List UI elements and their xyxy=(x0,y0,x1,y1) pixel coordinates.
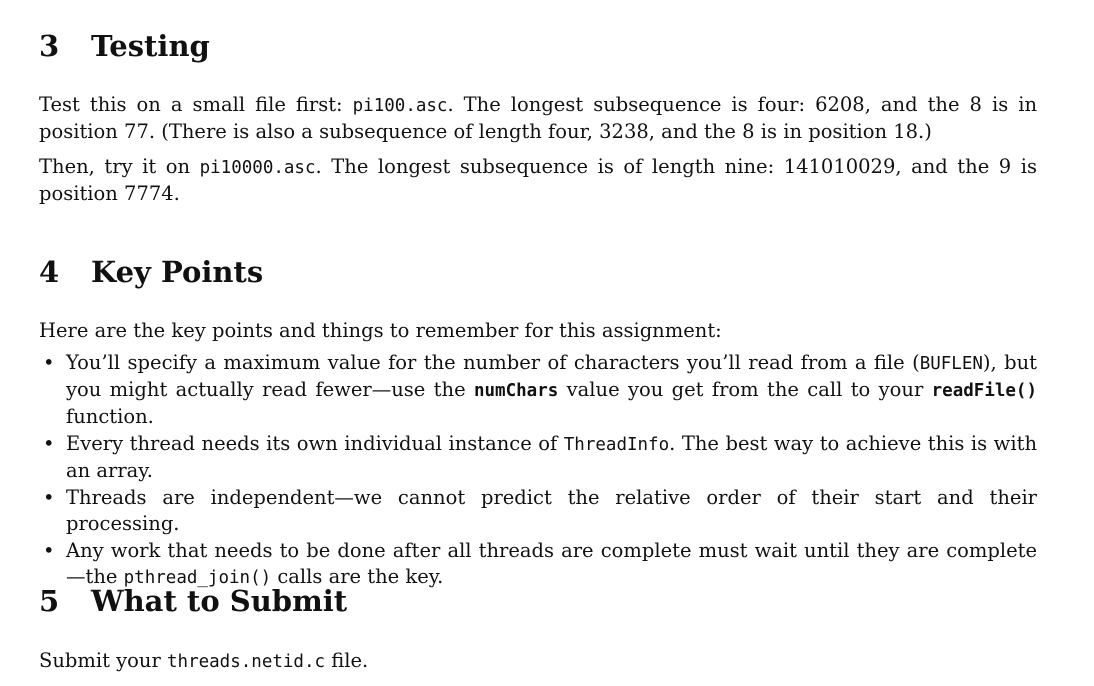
code-constant: BUFLEN xyxy=(919,354,983,374)
section-number: 3 xyxy=(39,29,60,63)
text-run: Submit your xyxy=(39,649,167,672)
bullet-glyph: • xyxy=(43,432,55,455)
code-function: readFile() xyxy=(931,381,1037,401)
list-item xyxy=(39,431,1037,484)
section-heading-key-points xyxy=(39,255,264,289)
text-run: ), but you might actually read fewer—use the xyxy=(66,351,1037,401)
section-title: What to Submit xyxy=(91,584,348,618)
paragraph-submit xyxy=(39,648,1037,675)
text-run: You’ll specify a maximum value for the number of characters you’ll read from a file ( xyxy=(66,351,920,374)
list-item xyxy=(39,485,1037,537)
bullet-glyph: • xyxy=(43,351,55,374)
text-run: function. xyxy=(66,405,154,428)
code-function: pthread_join() xyxy=(123,568,272,588)
text-run: Then, try it on xyxy=(39,155,200,178)
text-run: calls are the key. xyxy=(271,565,444,588)
paragraph-test-large-file xyxy=(39,154,1037,207)
text-run: Test this on a small file first: xyxy=(39,93,353,116)
section-heading-what-to-submit xyxy=(39,584,348,618)
key-points-list xyxy=(39,350,1037,591)
bullet-glyph: • xyxy=(43,539,55,562)
section-heading-testing xyxy=(39,29,210,63)
text-run: file. xyxy=(325,649,369,672)
code-variable: numChars xyxy=(473,381,559,401)
section-title: Key Points xyxy=(91,255,264,289)
bullet-glyph: • xyxy=(43,486,55,509)
code-type: ThreadInfo xyxy=(563,435,670,455)
section-number: 5 xyxy=(39,584,60,618)
key-points-intro: Here are the key points and things to remember for this assignment: xyxy=(39,319,722,342)
paragraph-test-small-file xyxy=(39,92,1037,145)
filename-code: threads.netid.c xyxy=(167,652,326,672)
filename-code: pi100.asc xyxy=(352,96,448,116)
section-number: 4 xyxy=(39,255,60,289)
text-run: . The best way to achieve this is with an array. xyxy=(66,432,1037,482)
text-run: Every thread needs its own individual instance of xyxy=(66,432,564,455)
filename-code: pi10000.asc xyxy=(199,158,316,178)
text-run: . The longest subsequence is of length nine: 141010029, and the 9 is position 7774. xyxy=(39,155,1037,205)
text-run: Any work that needs to be done after all threads are complete must wait until they are complete—the xyxy=(66,539,1037,588)
list-item xyxy=(39,350,1037,430)
section-title: Testing xyxy=(91,29,210,63)
text-run: value you get from the call to your xyxy=(558,378,932,401)
text-run: Threads are independent—we cannot predict the relative order of their start and their processing. xyxy=(66,486,1037,535)
text-run: . The longest subsequence is four: 6208, and the 8 is in position 77. (There is also a subsequence of length four, 3238, and the 8 is in position 18.) xyxy=(39,93,1038,143)
